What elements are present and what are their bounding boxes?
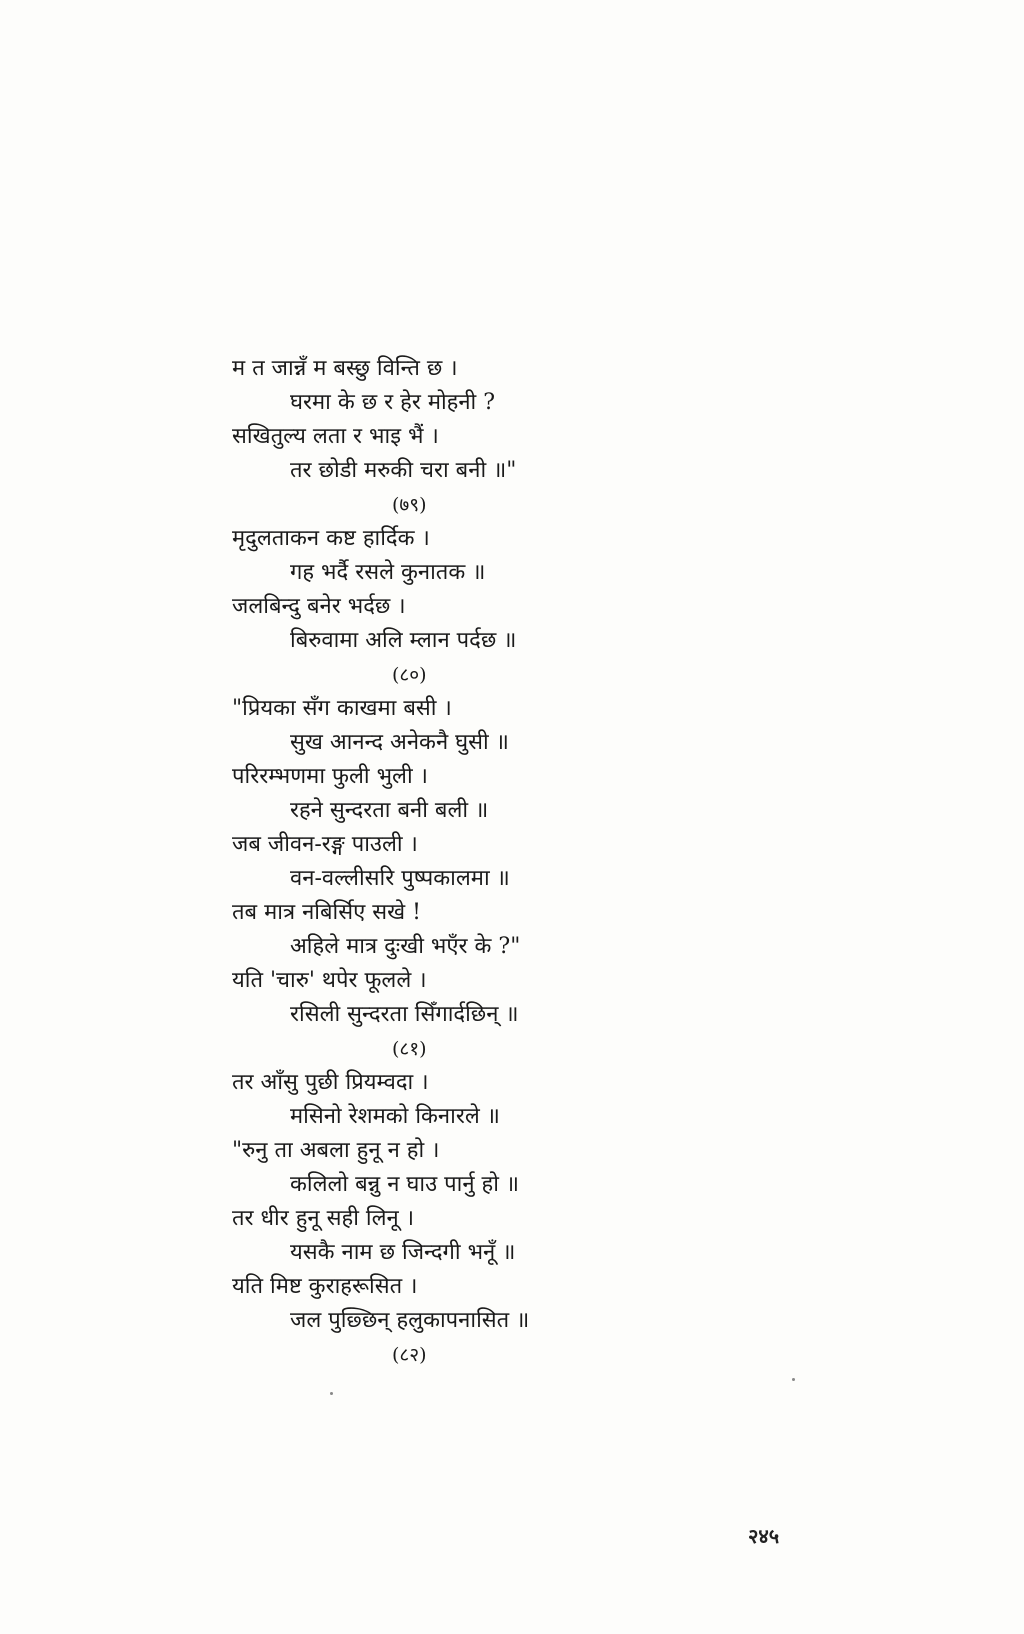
poem-line: यति मिष्ट कुराहरूसित ।: [232, 1274, 418, 1299]
poem-line: "प्रियका सँग काखमा बसी ।: [232, 696, 452, 721]
poem-line: तब मात्र नबिर्सिए सखे !: [232, 900, 421, 925]
poem-line: "रुनु ता अबला हुनू न हो ।: [232, 1138, 440, 1163]
poem-line: घरमा के छ र हेर मोहनी ?: [290, 390, 496, 415]
poem-line: रसिली सुन्दरता सिँगार्दछिन् ॥: [290, 1002, 519, 1027]
poem-line: तर धीर हुनू सही लिनू ।: [232, 1206, 415, 1231]
verse-number: (८१): [392, 1038, 427, 1060]
poem-line: जब जीवन-रङ्ग पाउली ।: [232, 832, 418, 857]
poem-line: अहिले मात्र दुःखी भएँर के ?": [290, 934, 521, 959]
poem-line: म त जान्नँ म बस्छु विन्ति छ ।: [232, 356, 458, 381]
poem-line: जलबिन्दु बनेर भर्दछ ।: [232, 594, 406, 619]
page-number: २४५: [748, 1524, 780, 1548]
verse-number: (८२): [392, 1344, 427, 1366]
poem-line: सखितुल्य लता र भाइ भैं ।: [232, 424, 439, 449]
poem-line: गह भर्दै रसले कुनातक ॥: [290, 560, 486, 585]
verse-number: (७९): [392, 494, 427, 516]
poem-line: यसकै नाम छ जिन्दगी भनूँ ॥: [290, 1240, 516, 1265]
poem-line: वन-वल्लीसरि पुष्पकालमा ॥: [290, 866, 510, 891]
poem-line: सुख आनन्द अनेकनै घुसी ॥: [290, 730, 509, 755]
poem-line: परिरम्भणमा फुली भुली ।: [232, 764, 428, 789]
scan-speck: [330, 1392, 333, 1395]
poem-line: रहने सुन्दरता बनी बली ॥: [290, 798, 489, 823]
scan-speck: [792, 1378, 795, 1381]
poem-line: जल पुछ्छिन् हलुकापनासित ॥: [290, 1308, 530, 1333]
poem-line: मसिनो रेशमको किनारले ॥: [290, 1104, 500, 1129]
poem-line: यति 'चारु' थपेर फूलले ।: [232, 968, 427, 993]
poem-line: बिरुवामा अलि म्लान पर्दछ ॥: [290, 628, 517, 653]
poem-line: मृदुलताकन कष्ट हार्दिक ।: [232, 526, 430, 551]
verse-number: (८०): [392, 664, 427, 686]
poem-line: कलिलो बन्नु न घाउ पार्नु हो ॥: [290, 1172, 520, 1197]
poem-text: [232, 352, 612, 1372]
poem-line: तर छोडी मरुकी चरा बनी ॥": [290, 458, 517, 483]
poem-line: तर आँसु पुछी प्रियम्वदा ।: [232, 1070, 429, 1095]
